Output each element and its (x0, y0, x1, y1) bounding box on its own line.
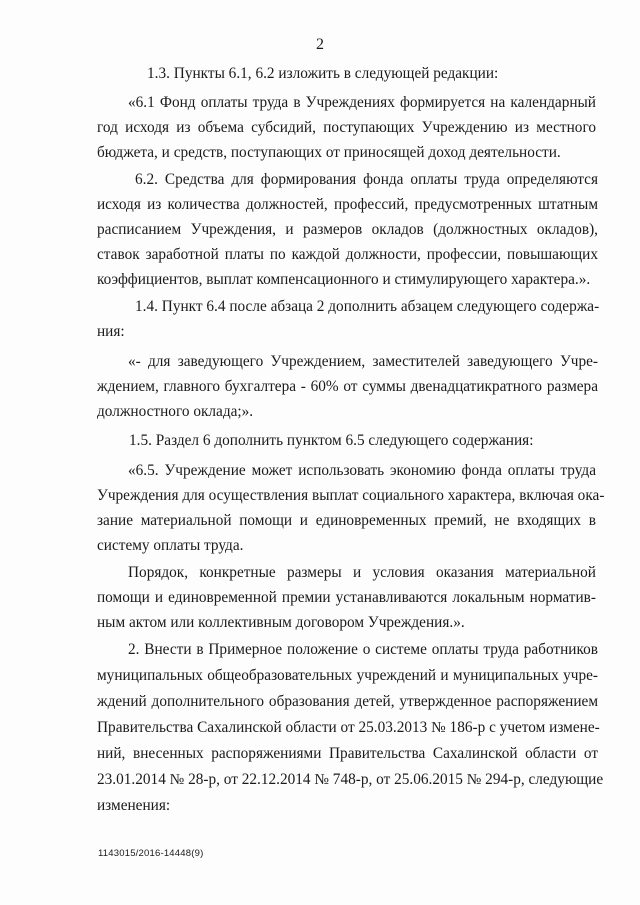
text-line: Порядок, конкретные размеры и условия оказания материальной (128, 564, 596, 581)
text-line: систему оплаты труда. (97, 537, 244, 554)
text-line: ждением, главного бухгалтера - 60% от суммы двенадцатикратного размера (97, 378, 598, 395)
text-line: коэффициентов, выплат компенсационного и стимулирующего характера.». (97, 271, 591, 288)
text-line: «- для заведующего Учреждением, заместителей заведующего Учре- (128, 353, 598, 370)
text-line: зание материальной помощи и единовременных премий, не входящих в (97, 512, 596, 529)
text-line: 1.3. Пункты 6.1, 6.2 изложить в следующей редакции: (147, 65, 499, 82)
text-line: 23.01.2014 № 28-р, от 22.12.2014 № 748-р, от 25.06.2015 № 294-р, следующие (97, 771, 604, 788)
text-line: Правительства Сахалинской области от 25.03.2013 № 186-р с учетом измене- (97, 719, 600, 736)
text-line: расписанием Учреждения, и размеров окладов (должностных окладов), (97, 221, 598, 238)
text-line: год исходя из объема субсидий, поступающих Учреждению из местного (97, 119, 596, 136)
text-line: ждений дополнительного образования детей, утвержденное распоряжением (97, 693, 598, 710)
text-line: ным актом или коллективным договором Учреждения.». (97, 614, 465, 631)
text-line: 1.4. Пункт 6.4 после абзаца 2 дополнить абзацем следующего содержа- (135, 298, 600, 315)
text-line: муниципальных общеобразовательных учреждений и муниципальных учре- (97, 667, 598, 684)
text-line: должностного оклада;». (97, 403, 254, 420)
text-line: 2. Внести в Примерное положение о системе оплаты труда работников (128, 641, 598, 658)
text-line: бюджета, и средств, поступающих от приносящей доход деятельности. (97, 144, 561, 161)
text-line: ния: (97, 323, 125, 340)
text-line: «6.5. Учреждение может использовать экономию фонда оплаты труда (128, 462, 596, 479)
text-line: помощи и единовременной премии устанавливаются локальным норматив- (97, 589, 596, 606)
text-line: исходя из количества должностей, профессий, предусмотренных штатным (97, 196, 598, 213)
text-line: изменения: (97, 797, 171, 814)
page-number: 2 (316, 36, 324, 53)
text-line: Учреждения для осуществления выплат социального характера, включая ока- (97, 487, 605, 504)
text-line: 1.5. Раздел 6 дополнить пунктом 6.5 следующего содержания: (129, 432, 534, 449)
text-line: ставок заработной платы по каждой должности, профессии, повышающих (97, 246, 598, 263)
text-line: «6.1 Фонд оплаты труда в Учреждениях формируется на календарный (128, 94, 596, 111)
text-line: 6.2. Средства для формирования фонда оплаты труда определяются (135, 171, 598, 188)
text-line: ний, внесенных распоряжениями Правительства Сахалинской области от (97, 745, 598, 762)
document-code: 1143015/2016-14448(9) (98, 848, 204, 859)
